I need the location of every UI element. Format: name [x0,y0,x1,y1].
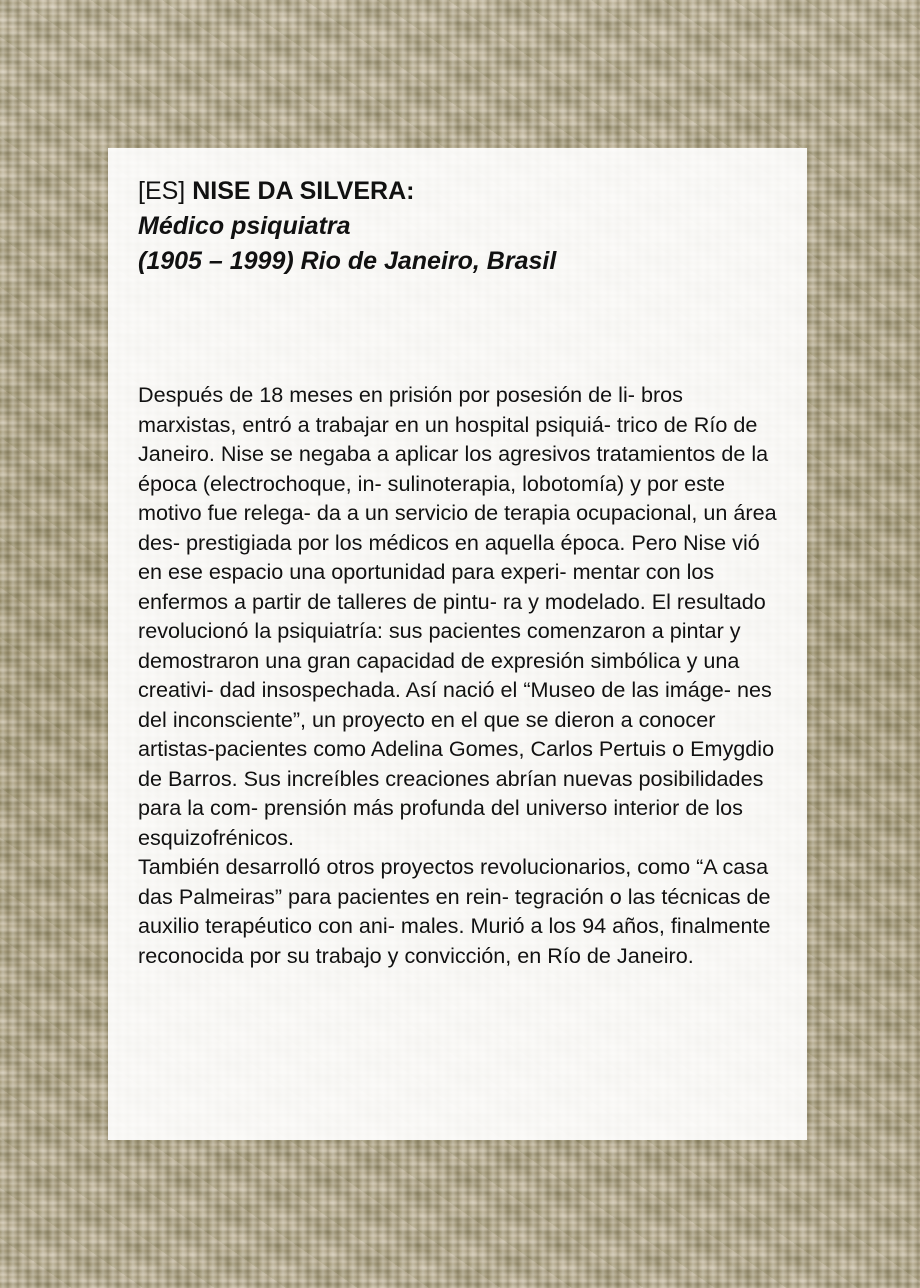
card-heading [138,174,777,279]
biography-paragraph-1: Después de 18 meses en prisión por posesión de li- bros marxistas, entró a trabajar en un hospital psiquiá- trico de Río de Janeiro. Nise se negaba a aplicar los agresivos tratamientos de la época (electrochoque, in- sulinoterapia, lobotomía) y por este motivo fue relega- da a un servicio de terapia ocupacional, un área des- prestigiada por los médicos en aquella época. Pero Nise vió en ese espacio una oportunidad para experi- mentar con los enfermos a partir de talleres de pintu- ra y modelado. El resultado revolucionó la psiquiatría: sus pacientes comenzaron a pintar y demostraron una gran capacidad de expresión simbólica y una creativi- dad insospechada. Así nació el “Museo de las imáge- nes del inconsciente”, un proyecto en el que se dieron a conocer artistas-pacientes como Adelina Gomes, Carlos Pertuis o Emygdio de Barros. Sus increíbles creaciones abrían nuevas posibilidades para la com- prensión más profunda del universo interior de los esquizofrénicos. [138,382,777,850]
biography-paragraph-2: También desarrolló otros proyectos revolucionarios, como “A casa das Palmeiras” para pacientes en rein- tegración o las técnicas de auxilio terapéutico con ani- males. Murió a los 94 años, finalmente reconocida por su trabajo y convicción, en Río de Janeiro. [138,854,771,968]
biography [138,380,778,970]
language-tag: [ES] [138,177,186,205]
person-name: NISE DA SILVERA: [192,177,415,205]
text-card [108,148,807,1140]
profession: Médico psiquiatra [138,212,351,240]
life-dates-place: (1905 – 1999) Rio de Janeiro, Brasil [138,247,557,275]
